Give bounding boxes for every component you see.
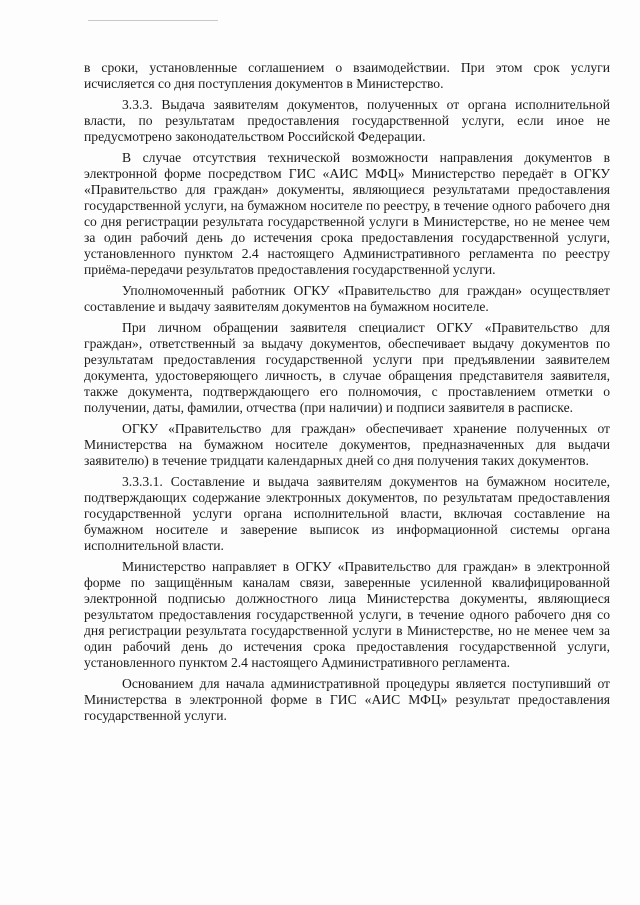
scan-artifact-line [88,20,218,21]
paragraph-authorized-worker: Уполномоченный работник ОГКУ «Правительство для граждан» осуществляет составление и выдачу заявителям документов на бумажном носителе. [84,283,610,314]
paragraph-ministry-sends: Министерство направляет в ОГКУ «Правительство для граждан» в электронной форме по защищённым каналам связи, заверенные усиленной квалифицированной электронной подписью должностного лица Министерства документы, являющиеся результатом предоставления государственной услуги, в течение одного рабочего дня со дня регистрации результата государственной услуги в Министерстве, но не менее чем за один рабочий день до истечения срока предоставления государственной услуги, установленного пунктом 2.4 настоящего Административного регламента. [84,559,610,670]
paragraph-3-3-3: 3.3.3. Выдача заявителям документов, полученных от органа исполнительной власти, по результатам предоставления государственной услуги, если иное не предусмотрено законодательством Российской Федерации. [84,97,610,144]
paragraph-continuation: в сроки, установленные соглашением о взаимодействии. При этом срок услуги исчисляется со дня поступления документов в Министерство. [84,60,610,91]
document-body [84,60,610,729]
paragraph-basis: Основанием для начала административной процедуры является поступивший от Министерства в электронной форме в ГИС «АИС МФЦ» результат предоставления государственной услуги. [84,676,610,723]
paragraph-personal-appeal: При личном обращении заявителя специалист ОГКУ «Правительство для граждан», ответственный за выдачу документов, обеспечивает выдачу документов по результатам предоставления государственной услуги при предъявлении заявителем документа, удостоверяющего личность, в случае обращения представителя заявителя, также документа, подтверждающего его полномочия, с проставлением отметки о получении, даты, фамилии, отчества (при наличии) и подписи заявителя в расписке. [84,320,610,415]
paragraph-storage: ОГКУ «Правительство для граждан» обеспечивает хранение полученных от Министерства на бумажном носителе документов, предназначенных для выдачи заявителю) в течение тридцати календарных дней со дня получения таких документов. [84,421,610,468]
paragraph-no-technical-possibility: В случае отсутствия технической возможности направления документов в электронной форме посредством ГИС «АИС МФЦ» Министерство передаёт в ОГКУ «Правительство для граждан» документы, являющиеся результатами предоставления государственной услуги, на бумажном носителе по реестру, в течение одного рабочего дня со дня регистрации результата государственной услуги в Министерстве, но не менее чем за один рабочий день до истечения срока предоставления государственной услуги, установленного пунктом 2.4 настоящего Административного регламента по реестру приёма-передачи результатов предоставления государственной услуги. [84,150,610,277]
paragraph-3-3-3-1: 3.3.3.1. Составление и выдача заявителям документов на бумажном носителе, подтверждающих содержание электронных документов, по результатам предоставления государственной услуги органа исполнительной власти, включая составление на бумажном носителе и заверение выписок из информационной системы органа исполнительной власти. [84,474,610,553]
